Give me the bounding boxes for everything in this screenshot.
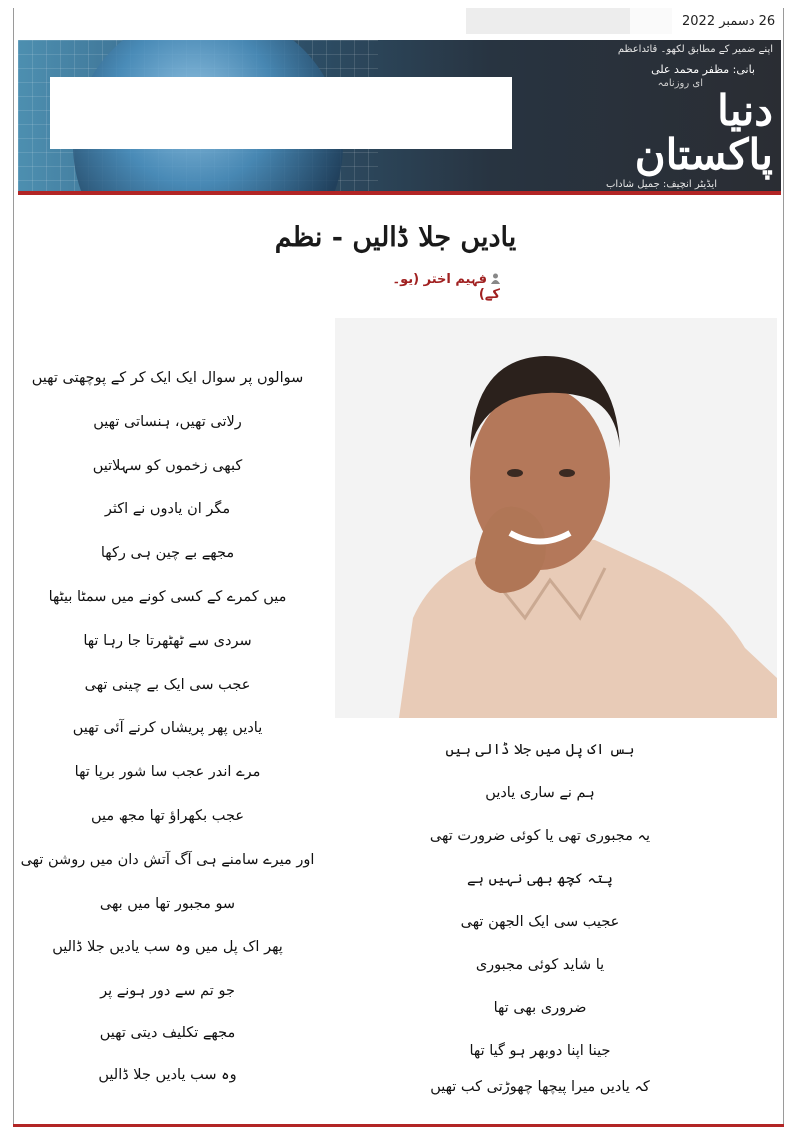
poem-line: عجب بکھراؤ تھا مجھ میں bbox=[90, 807, 245, 824]
poem-line: سردی سے ٹھٹھرتا جا رہا تھا bbox=[83, 632, 252, 649]
poem-line: اور میرے سامنے ہی آگ آتش دان میں روشن تھی bbox=[20, 851, 315, 868]
poem-line: یہ مجبوری تھی یا کوئی ضرورت تھی bbox=[429, 828, 650, 844]
author-photo bbox=[335, 318, 777, 718]
poem-right-column bbox=[430, 736, 650, 1109]
tagline: اپنے ضمیر کے مطابق لکھو۔ قائداعظم bbox=[617, 44, 773, 55]
poem-line: ہم نے ساری یادیں bbox=[485, 785, 595, 801]
poem-line: کبھی زخموں کو سہلاتیں bbox=[92, 457, 243, 474]
poem-line: رلاتی تھیں، ہنساتی تھیں bbox=[93, 413, 242, 430]
byline bbox=[380, 272, 500, 302]
advertisement-box bbox=[50, 77, 512, 149]
poem-left-column bbox=[20, 364, 315, 1103]
poem-line: کہ یادیں میرا پیچھا چھوڑتی کب تھیں bbox=[430, 1079, 650, 1095]
poem-line: مگر ان یادوں نے اکثر bbox=[104, 501, 231, 518]
poem-line: جو تم سے دور ہونے پر bbox=[100, 983, 235, 1000]
user-icon bbox=[491, 273, 500, 284]
poem-line: سو مجبور تھا میں بھی bbox=[99, 895, 236, 912]
newspaper-logo: دنیا پاکستان bbox=[634, 86, 773, 179]
poem-line: یا شاید کوئی مجبوری bbox=[475, 957, 605, 973]
poem-line: مرے اندر عجب سا شور برپا تھا bbox=[74, 764, 261, 781]
editor-line: ایڈیٹر انچیف: جمیل شاداب bbox=[605, 179, 717, 190]
founder-line: بانی: مظفر محمد علی bbox=[651, 63, 755, 76]
poem-line: عجب سی ایک بے چینی تھی bbox=[84, 676, 251, 693]
date-line: 26 دسمبر 2022 bbox=[682, 14, 776, 29]
poem-line: یادیں پھر پریشاں کرنے آئی تھیں bbox=[72, 720, 263, 737]
poem-line: ضروری بھی تھا bbox=[493, 1000, 587, 1016]
bottom-rule bbox=[13, 1124, 784, 1127]
poem-line: پھر اک پل میں وہ سب یادیں جلا ڈالیں bbox=[52, 939, 283, 956]
redacted-bar bbox=[466, 8, 672, 34]
poem-line: بس اک پل میں جلا ڈالی ہیں bbox=[445, 742, 635, 758]
poem-line: میں کمرے کے کسی کونے میں سمٹا بیٹھا bbox=[48, 588, 287, 605]
poem-line: عجیب سی ایک الجھن تھی bbox=[460, 914, 620, 930]
poem-line: مجھے تکلیف دیتی تھیں bbox=[99, 1025, 236, 1042]
author-name: فہیم اختر (یو۔کے) bbox=[392, 272, 500, 302]
poem-line: جینا اپنا دوبھر ہو گیا تھا bbox=[469, 1043, 611, 1059]
poem-line: پتہ کچھ بھی نہیں ہے bbox=[467, 871, 613, 887]
poem-line: وہ سب یادیں جلا ڈالیں bbox=[98, 1067, 237, 1084]
daily-label: ای روزنامہ bbox=[657, 78, 703, 89]
poem-line: مجھے بے چین ہی رکھا bbox=[100, 545, 235, 562]
article-title: یادیں جلا ڈالیں - نظم bbox=[274, 222, 517, 253]
masthead bbox=[18, 40, 781, 195]
poem-line: سوالوں پر سوال ایک ایک کر کے پوچھتی تھیں bbox=[31, 370, 304, 386]
